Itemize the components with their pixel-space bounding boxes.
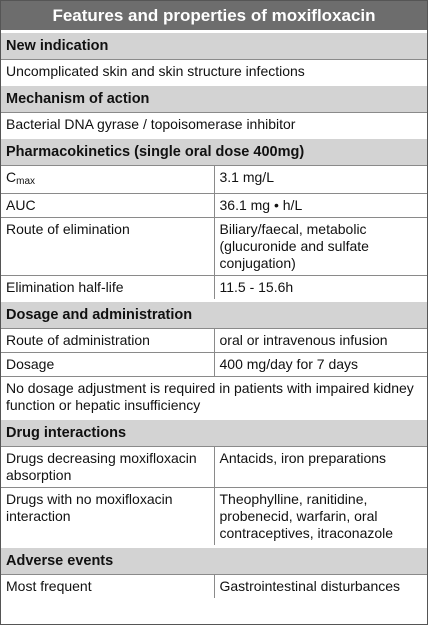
- section-interactions: [1, 419, 427, 447]
- cmax-label-sub: max: [16, 176, 36, 187]
- table-row: [1, 194, 427, 218]
- most-frequent-label: Most frequent: [1, 575, 214, 599]
- route-elimination-value: Biliary/faecal, metabolic (glucuronide and sulfate conjugation): [214, 218, 427, 276]
- table-title: Features and properties of moxifloxacin: [1, 1, 427, 33]
- section-adverse-events: [1, 547, 427, 575]
- decreasing-label: Drugs decreasing moxifloxacin absorption: [1, 447, 214, 488]
- route-admin-value: oral or intravenous infusion: [219, 332, 388, 348]
- most-frequent-value: Gastrointestinal disturbances: [219, 578, 401, 594]
- dosage-note: No dosage adjustment is required in patients with impaired kidney function or hepatic insufficiency: [1, 377, 427, 419]
- table-row: [1, 377, 427, 419]
- route-elimination-label: Route of elimination: [1, 218, 214, 276]
- section-pharmacokinetics: [1, 138, 427, 166]
- half-life-label: Elimination half-life: [1, 276, 214, 301]
- section-heading: Pharmacokinetics (single oral dose 400mg): [1, 138, 427, 166]
- dosage-label: Dosage: [1, 353, 214, 377]
- table-row: [1, 113, 427, 138]
- auc-label: AUC: [1, 194, 214, 218]
- half-life-value: 11.5 - 15.6h: [214, 276, 427, 301]
- table-row: [1, 447, 427, 488]
- cmax-value: 3.1 mg/L: [219, 169, 274, 185]
- table-row: [1, 276, 427, 301]
- dosage-value: 400 mg/day for 7 days: [214, 353, 427, 377]
- no-interaction-value: Theophylline, ranitidine, probenecid, warfarin, oral contraceptives, itraconazole: [214, 488, 427, 547]
- table-row: [1, 329, 427, 353]
- section-dosage: [1, 301, 427, 329]
- no-interaction-label: Drugs with no moxifloxacin interaction: [1, 488, 214, 547]
- table-row: [1, 353, 427, 377]
- section-heading: New indication: [1, 33, 427, 60]
- table-row: [1, 218, 427, 276]
- cmax-label: [1, 166, 214, 194]
- decreasing-value: Antacids, iron preparations: [219, 450, 387, 466]
- section-heading: Drug interactions: [1, 419, 427, 447]
- section-heading: Mechanism of action: [1, 85, 427, 113]
- mechanism-text: Bacterial DNA gyrase / topoisomerase inhibitor: [6, 116, 296, 132]
- section-new-indication: [1, 33, 427, 60]
- cmax-label-main: C: [6, 169, 17, 185]
- properties-table: [1, 33, 427, 598]
- table-row: [1, 166, 427, 194]
- table-row: [1, 60, 427, 85]
- table-row: [1, 488, 427, 547]
- table-row: [1, 575, 427, 599]
- section-heading: Dosage and administration: [1, 301, 427, 329]
- section-heading: Adverse events: [1, 547, 427, 575]
- section-mechanism: [1, 85, 427, 113]
- auc-value: 36.1 mg • h/L: [214, 194, 427, 218]
- route-admin-label: Route of administration: [1, 329, 214, 353]
- new-indication-text: Uncomplicated skin and skin structure infections: [6, 63, 305, 79]
